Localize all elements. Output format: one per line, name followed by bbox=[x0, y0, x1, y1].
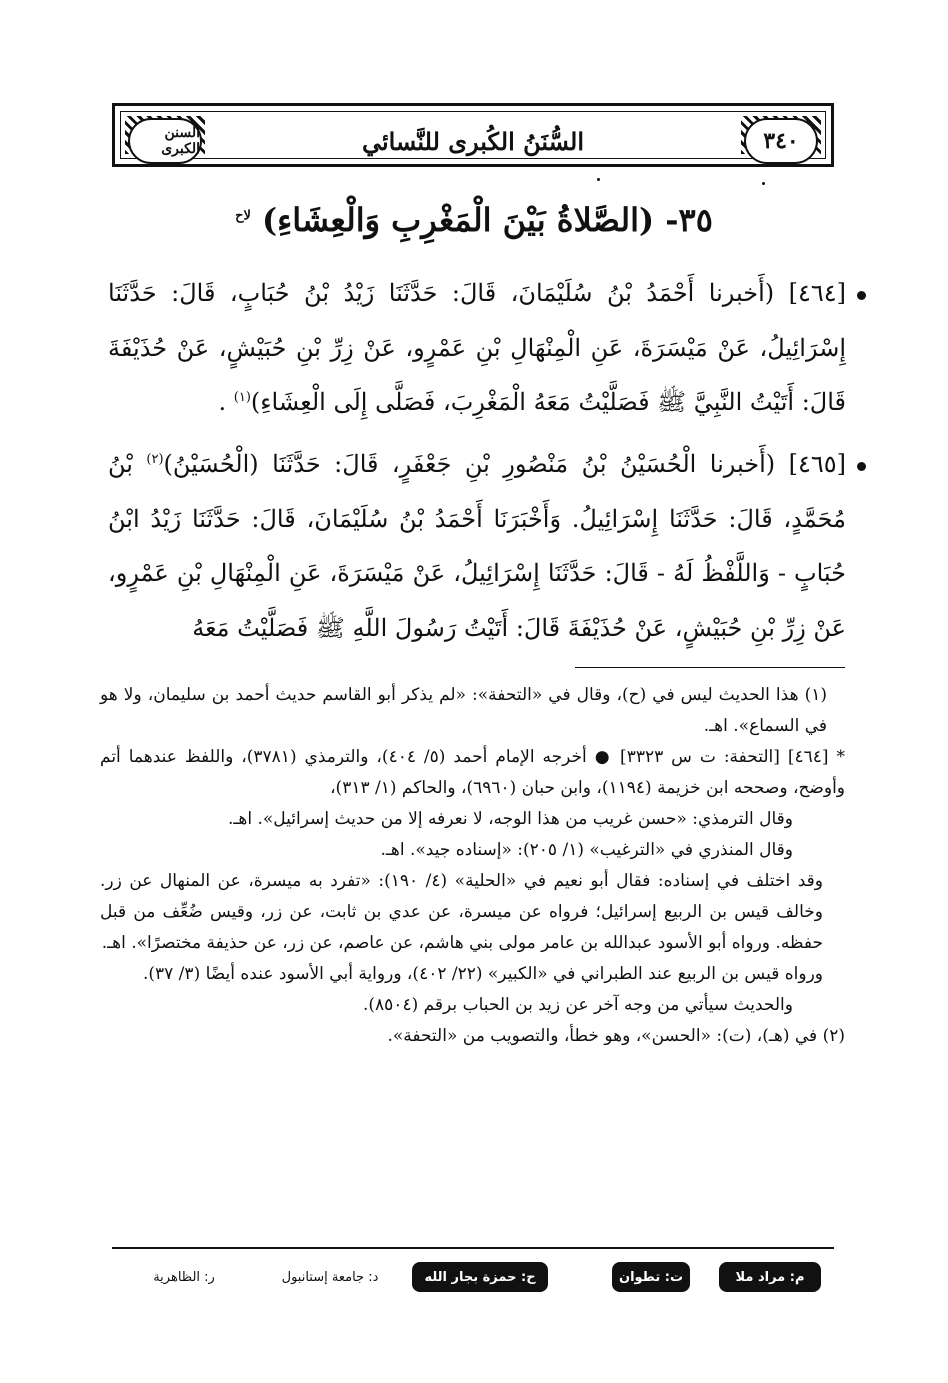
hadith-text: (أَخبرنا الْحُسَيْنُ بْنُ مَنْصُورِ بْنِ جَعْفَرٍ، قَالَ: حَدَّثَنَا (الْحُسَيْنُ) bbox=[163, 450, 776, 478]
credit-badge-h: ح: حمزة بجار الله bbox=[412, 1262, 548, 1292]
manuscript-marker: لاح bbox=[235, 208, 251, 224]
print-speck bbox=[597, 178, 600, 181]
hadith-465 bbox=[108, 437, 846, 655]
tabarani-note: ورواه قيس بن الربيع عند الطبراني في «الكبير» (٢٢/ ٤٠٢)، ورواية أبي الأسود عنده أيضًا (٣/ ٣٧). bbox=[142, 964, 823, 984]
page-number: ٣٤٠ bbox=[744, 118, 818, 164]
credit-badge-t: ت: تطوان bbox=[612, 1262, 690, 1292]
bullet-icon bbox=[857, 291, 866, 300]
hadith-text-continued: بْنُ مُحَمَّدٍ، قَالَ: حَدَّثَنَا إِسْرَائِيلُ. وَأَخْبَرَنَا أَحْمَدُ بْنُ سُلَيْمَانَ، قَالَ: حَدَّثَنَا زَيْدُ ابْنُ حُبَابٍ - وَاللَّفْظُ لَهُ - قَالَ: حَدَّثَنَا إِسْرَائِيلُ، عَنْ مَيْسَرَةَ، عَنِ الْمِنْهَالِ بْنِ عَمْرٍو، عَنْ زِرِّ بْنِ حُبَيْشٍ، عَنْ حُذَيْفَةَ قَالَ: أَتَيْتُ رَسُولَ اللَّهِ ﷺ فَصَلَّيْتُ مَعَهُ bbox=[108, 450, 847, 642]
credit-badge-m: م: مراد ملا bbox=[719, 1262, 821, 1292]
manuscript-credits bbox=[112, 1262, 834, 1298]
book-emblem: السنن الكبرى bbox=[128, 118, 202, 164]
chapter-heading bbox=[150, 190, 798, 250]
ikhtilaf-note: وقد اختلف في إسناده: فقال أبو نعيم في «الحلية» (٤/ ١٩٠): «تفرد به ميسرة، عن المنهال عن زر. وخالف قيس بن الربيع إسرائيل؛ فرواه عن ميسرة، عن عدي بن ثابت، عن زر، وقيس ضُعِّف من قبل حفظه. ورواه أبو الأسود عبدالله بن عامر مولى بني هاشم، عن عاصم، عن زر، عن حذيفة مختصرًا». اهـ. bbox=[100, 871, 823, 953]
credit-label-d: د: جامعة إستانبول bbox=[281, 1269, 379, 1285]
footnote-2: (٢) في (هـ)، (ت): «الحسن»، وهو خطأ، والتصويب من «التحفة». bbox=[387, 1026, 845, 1046]
hadith-end: . bbox=[218, 388, 227, 416]
footnote-ref: (١) bbox=[233, 390, 251, 405]
takhrij-text: ● أخرجه الإمام أحمد (٥/ ٤٠٤)، والترمذي (٣٧٨١)، واللفظ عندهما أتم وأوضح، وصححه ابن خزيمة (١١٩٤)، وابن حبان (٦٩٦٠)، والحاكم (١/ ٣١٣)، bbox=[100, 747, 845, 798]
page-header bbox=[112, 103, 834, 167]
bullet-icon bbox=[857, 462, 866, 471]
hadith-number: [٤٦٤] bbox=[788, 279, 846, 307]
takhrij-ref: [٤٦٤] [التحفة: ت س ٣٣٢٣] bbox=[620, 747, 829, 767]
running-title: السُّنَنُ الكُبرى للنَّسائي bbox=[361, 126, 585, 156]
takhrij-464 bbox=[100, 742, 845, 804]
asterisk-marker: * bbox=[836, 747, 846, 767]
hadith-464 bbox=[108, 266, 846, 430]
footnote-1: (١) هذا الحديث ليس في (ح)، وقال في «التحفة»: «لم يذكر أبو القاسم حديث أحمد بن سليمان، ولا هو في السماع». اهـ. bbox=[100, 685, 827, 736]
credit-label-r: ر: الظاهرية bbox=[153, 1269, 215, 1285]
header-frame bbox=[120, 111, 826, 159]
footnote-ref: (٢) bbox=[146, 452, 164, 467]
hadith-number: [٤٦٥] bbox=[788, 450, 846, 478]
footnote-divider bbox=[575, 667, 845, 668]
hadith-text: (أَخبرنا أَحْمَدُ بْنُ سُلَيْمَانَ، قَالَ: حَدَّثَنَا زَيْدُ بْنُ حُبَابٍ، قَالَ: حَدَّثَنَا إِسْرَائِيلُ، عَنْ مَيْسَرَةَ، عَنِ الْمِنْهَالِ بْنِ عَمْرٍو، عَنْ زِرِّ بْنِ حُبَيْشٍ، عَنْ حُذَيْفَةَ قَالَ: أَتَيْتُ النَّبِيَّ ﷺ فَصَلَّيْتُ مَعَهُ الْمَغْرِبَ، فَصَلَّى إِلَى الْعِشَاءِ) bbox=[108, 279, 846, 416]
tirmidhi-note: وقال الترمذي: «حسن غريب من هذا الوجه، لا نعرفه إلا من حديث إسرائيل». اهـ. bbox=[227, 809, 793, 829]
sayati-note: والحديث سيأتي من وجه آخر عن زيد بن الحباب برقم (٨٥٠٤). bbox=[363, 995, 793, 1015]
footnotes bbox=[100, 680, 845, 1052]
chapter-title: ٣٥- (الصَّلاةُ بَيْنَ الْمَغْرِبِ وَالْعِشَاءِ) bbox=[262, 201, 713, 239]
credits-divider bbox=[112, 1247, 834, 1249]
print-speck bbox=[762, 182, 765, 185]
mundhiri-note: وقال المنذري في «الترغيب» (١/ ٢٠٥): «إسناده جيد». اهـ. bbox=[380, 840, 793, 860]
